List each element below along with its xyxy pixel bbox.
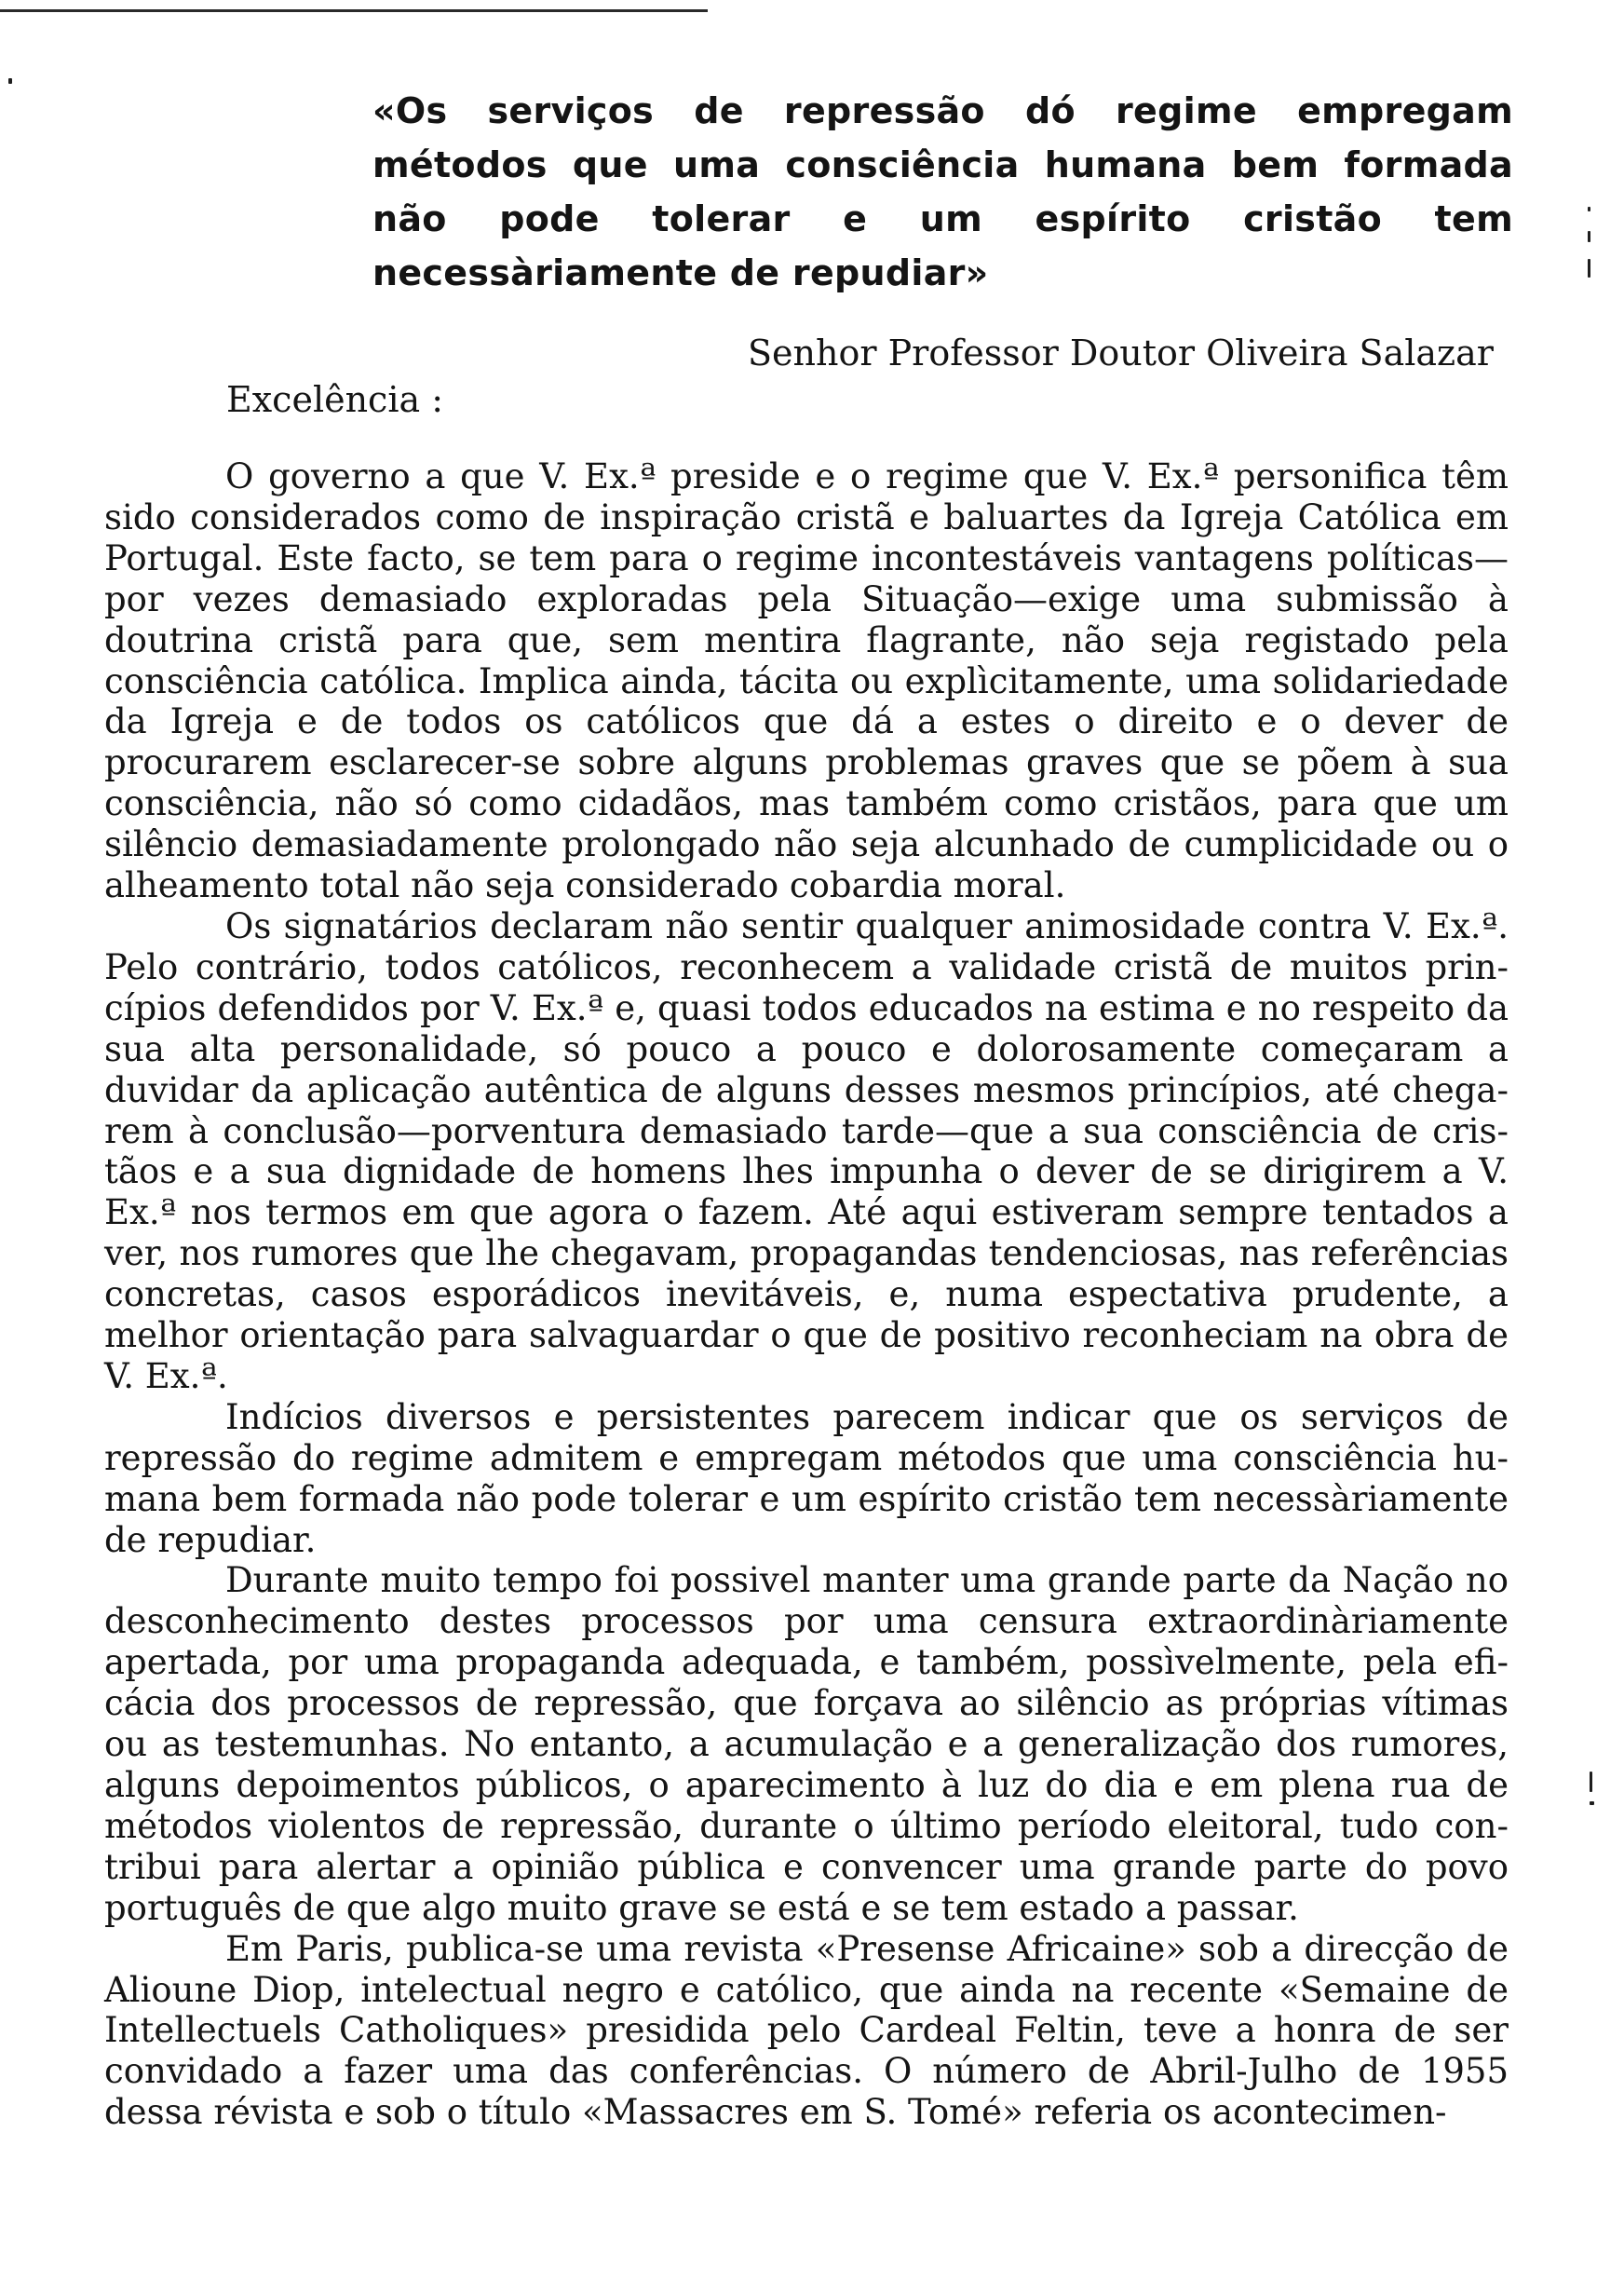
body-paragraph: Em Paris, publica-se uma revista «Presense Africaine» sob a direcção de Alioune Diop, intelectual negro e católico, que ainda na recente «Semaine de Intellectuels Catholiques» presidida pelo Cardeal Feltin, teve a honra de ser convidado a fazer uma das conferências. O número de Abril-Julho de 1955 dessa révista e sob o título «Massacres em S. Tomé» referia os acontecimen- bbox=[104, 1928, 1509, 2133]
addressee-line: Senhor Professor Doutor Oliveira Salazar bbox=[748, 333, 1494, 373]
margin-speck bbox=[1588, 207, 1590, 211]
margin-speck bbox=[1590, 1772, 1592, 1792]
body-paragraph: Durante muito tempo foi possivel manter uma grande parte da Nação no desconhecimento destes processos por uma censura extraordinàriamente apertada, por uma propaganda adequada, e também, possìvelmente, pela eficácia dos processos de repressão, que forçava ao silêncio as próprias vítimas ou as testemunhas. No entanto, a acumulação e a generalização dos rumores, alguns depoimentos públicos, o aparecimento à luz do dia e em plena rua de métodos violentos de repressão, durante o último período eleitoral, tudo contribui para alertar a opinião pública e convencer uma grande parte do povo português de que algo muito grave se está e se tem estado a passar. bbox=[104, 1560, 1509, 1928]
salutation: Excelência : bbox=[226, 379, 444, 420]
margin-speck bbox=[1588, 259, 1590, 278]
margin-speck bbox=[1590, 1801, 1594, 1805]
body-paragraph: Os signatários declaram não sentir qualquer animosidade contra V. Ex.ª. Pelo contrário, todos católicos, reconhecem a validade cristã de muitos princípios defendidos por V. Ex.ª e, quasi todos educados na estima e no respeito da sua alta personalidade, só pouco a pouco e dolorosamente começaram a duvidar da aplicação autêntica de alguns desses mesmos princípios, até chegarem à conclusão—porventura demasiado tarde—que a sua consciência de cristãos e a sua dignidade de homens lhes impunha o dever de se dirigirem a V. Ex.ª nos termos em que agora o fazem. Até aqui estiveram sempre tentados a ver, nos rumores que lhe chegavam, propagandas tendenciosas, nas referências concretas, casos esporádicos inevitáveis, e, numa espectativa prudente, a melhor orientação para salvaguardar o que de positivo reconheciam na obra de V. Ex.ª. bbox=[104, 905, 1509, 1396]
body-paragraph: Indícios diversos e persistentes parecem indicar que os serviços de repressão do regime admitem e empregam métodos que uma consciência humana bem formada não pode tolerar e um espírito cristão tem necessàriamente de repudiar. bbox=[104, 1396, 1509, 1560]
epigraph-quote: «Os serviços de repressão dó regime empregam métodos que uma consciência humana bem formada não pode tolerar e um espírito cristão tem necessàriamente de repudiar» bbox=[372, 90, 1513, 293]
body-paragraph: O governo a que V. Ex.ª preside e o regime que V. Ex.ª personifica têm sido considerados como de inspiração cristã e baluartes da Igreja Católica em Portugal. Este facto, se tem para o regime incontestáveis vantagens políticas—por vezes demasiado exploradas pela Situação—exige uma submissão à doutrina cristã para que, sem mentira flagrante, não seja registado pela consciência católica. Implica ainda, tácita ou explìcitamente, uma solidariedade da Igreja e de todos os católicos que dá a estes o direito e o dever de procurarem esclarecer-se sobre alguns problemas graves que se põem à sua consciência, não só como cidadãos, mas também como cristãos, para que um silêncio demasiadamente prolongado não seja alcunhado de cumplicidade ou o alheamento total não seja considerado cobardia moral. bbox=[104, 456, 1509, 906]
letter-body bbox=[104, 456, 1509, 2133]
margin-speck bbox=[1588, 231, 1590, 242]
margin-speck bbox=[8, 78, 12, 84]
top-rule bbox=[0, 9, 708, 12]
